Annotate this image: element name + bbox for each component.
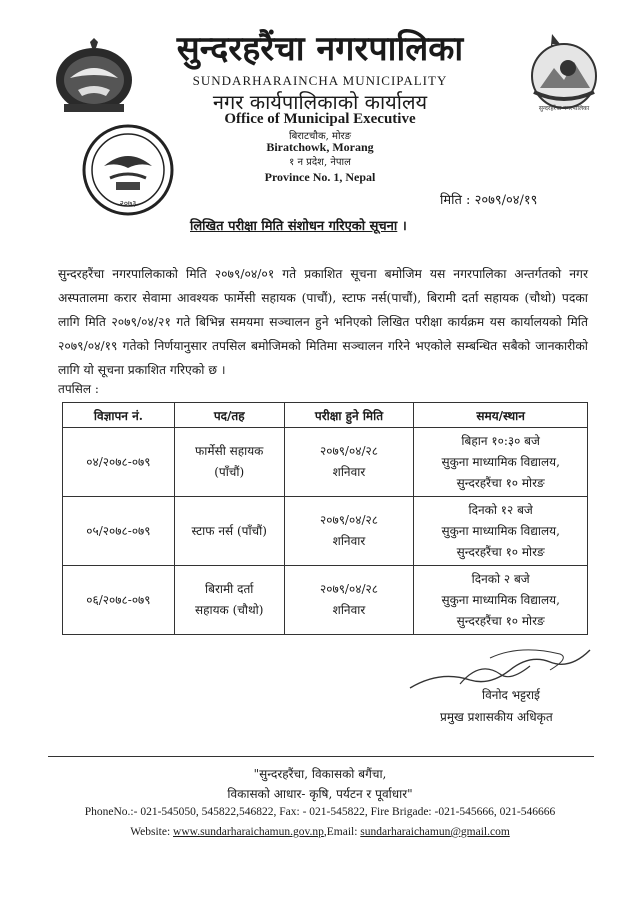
time-place-cell <box>414 428 588 497</box>
email-link[interactable]: sundarharaichamun@gmail.com <box>360 826 510 838</box>
date-line: २०७९/०४/२८ <box>319 582 378 596</box>
table-header-row <box>63 403 588 428</box>
notice-subject <box>190 216 470 234</box>
header-post: पद/तह <box>174 403 284 428</box>
header-ad-no: विज्ञापन नं. <box>63 403 175 428</box>
post-line: स्टाफ नर्स (पाँचौं) <box>191 523 267 538</box>
office-name-nepali: नगर कार्यपालिकाको कार्यालय <box>212 90 428 114</box>
day-line: शनिवार <box>332 465 366 479</box>
post-line: सहायक (चौथो) <box>194 603 264 617</box>
details-label: तपसिल : <box>58 382 99 396</box>
notice-date <box>440 190 600 208</box>
day-line: शनिवार <box>332 534 366 548</box>
date-cell <box>284 497 414 566</box>
website-link[interactable]: www.sundarharaichamun.gov.np <box>173 826 324 838</box>
province-english: Province No. 1, Nepal <box>264 170 376 184</box>
date-line: २०७९/०४/२८ <box>319 513 378 527</box>
exam-schedule-table <box>62 402 588 635</box>
place-line: सुकुना माध्यामिक विद्यालय, <box>441 454 560 469</box>
ad-no-cell: ०४/२०७८-०७९ <box>63 428 175 497</box>
footer-contact-phone: PhoneNo.:- 021-545050, 545822,546822, Fax: - 021-545822, Fire Brigade: -021-545666, 021-546666 <box>84 806 556 818</box>
ad-no-cell: ०५/२०७८-०७९ <box>63 497 175 566</box>
municipality-title-english: SUNDARHARAINCHA MUNICIPALITY <box>192 73 448 88</box>
address-english: Biratchowk, Morang <box>266 140 374 154</box>
address-nepali: बिराटचौक, मोरङ <box>288 131 352 142</box>
time-place-cell <box>414 566 588 635</box>
svg-text:२०७३: २०७३ <box>119 199 137 208</box>
date-label: मिति : <box>440 193 471 208</box>
place-line: सुकुना माध्यामिक विद्यालय, <box>441 523 560 538</box>
place-line: सुन्दरहरैंचा १० मोरङ <box>456 613 545 628</box>
date-cell <box>284 428 414 497</box>
notice-body: सुन्दरहरैंचा नगरपालिकाको मिति २०७९/०४/०१ गते प्रकाशित सूचना बमोजिम यस नगरपालिका अन्तर्गतको नगर अस्पतालमा करार सेवामा आवश्यक फार्मेसी सहायक (पाचौं), स्टाफ नर्स(पाचौं), बिरामी दर्ता सहायक (चौथो) पदका लागि मिति २०७९/०४/२१ गते बिभिन्न समयमा सञ्चालन हुने भनिएको लिखित परीक्षा कार्यक्रम यस कार्यालयको मिति २०७९/०४/१९ गतेको निर्णयानुसार तपसिल बमोजिमको मितिमा सञ्चालन गरिने भएकोले सम्बन्धित सबैको जानकारीको लागि यो सूचना प्रकाशित गरिएको छ । <box>58 267 588 377</box>
table-row <box>63 566 588 635</box>
footer-slogan-line-1: "सुन्दरहरैंचा, विकासको बगैंचा, <box>253 767 387 781</box>
time-place-cell <box>414 497 588 566</box>
footer-slogan-line-2: विकासको आधार- कृषि, पर्यटन र पूर्वाधार" <box>227 787 413 801</box>
footer-divider <box>48 756 594 757</box>
office-name-english: Office of Municipal Executive <box>224 111 416 127</box>
signatory-title: प्रमुख प्रशासकीय अधिकृत <box>440 710 553 724</box>
table-row <box>63 497 588 566</box>
province-nepali: १ न प्रदेश, नेपाल <box>289 157 351 168</box>
signatory-name: विनोद भट्टराई <box>482 688 540 702</box>
svg-text:सुन्दरहरैंचा नगरपालिका: सुन्दरहरैंचा नगरपालिका <box>538 105 590 112</box>
subject-text: लिखित परीक्षा मिति संशोधन गरिएको सूचना <box>190 219 398 234</box>
subject-end: । <box>401 219 407 234</box>
post-cell <box>174 566 284 635</box>
date-value: २०७९/०४/१९ <box>474 193 538 208</box>
municipality-logo <box>520 32 608 112</box>
email-label: ,Email: <box>323 826 361 838</box>
post-cell <box>174 497 284 566</box>
footer-contact-web <box>40 826 600 838</box>
date-cell <box>284 566 414 635</box>
date-line: २०७९/०४/२८ <box>319 444 378 458</box>
header-time-place: समय/स्थान <box>414 403 588 428</box>
table-row <box>63 428 588 497</box>
place-line: सुन्दरहरैंचा १० मोरङ <box>456 475 545 490</box>
time-line: दिनको १२ बजे <box>468 502 533 517</box>
time-line: बिहान १०:३० बजे <box>461 433 540 448</box>
post-line: (पाँचौं) <box>214 465 245 479</box>
website-label: Website: <box>130 826 174 838</box>
place-line: सुन्दरहरैंचा १० मोरङ <box>456 544 545 559</box>
nepal-emblem-logo <box>50 38 138 118</box>
place-line: सुकुना माध्यामिक विद्यालय, <box>441 592 560 607</box>
header-exam-date: परीक्षा हुने मिति <box>284 403 414 428</box>
day-line: शनिवार <box>332 603 366 617</box>
time-line: दिनको २ बजे <box>471 571 530 586</box>
municipality-title-nepali: सुन्दरहरैंचा नगरपालिका <box>176 29 464 69</box>
ad-no-cell: ०६/२०७८-०७९ <box>63 566 175 635</box>
post-cell <box>174 428 284 497</box>
post-line: बिरामी दर्ता <box>205 582 254 596</box>
post-line: फार्मेसी सहायक <box>195 444 264 458</box>
